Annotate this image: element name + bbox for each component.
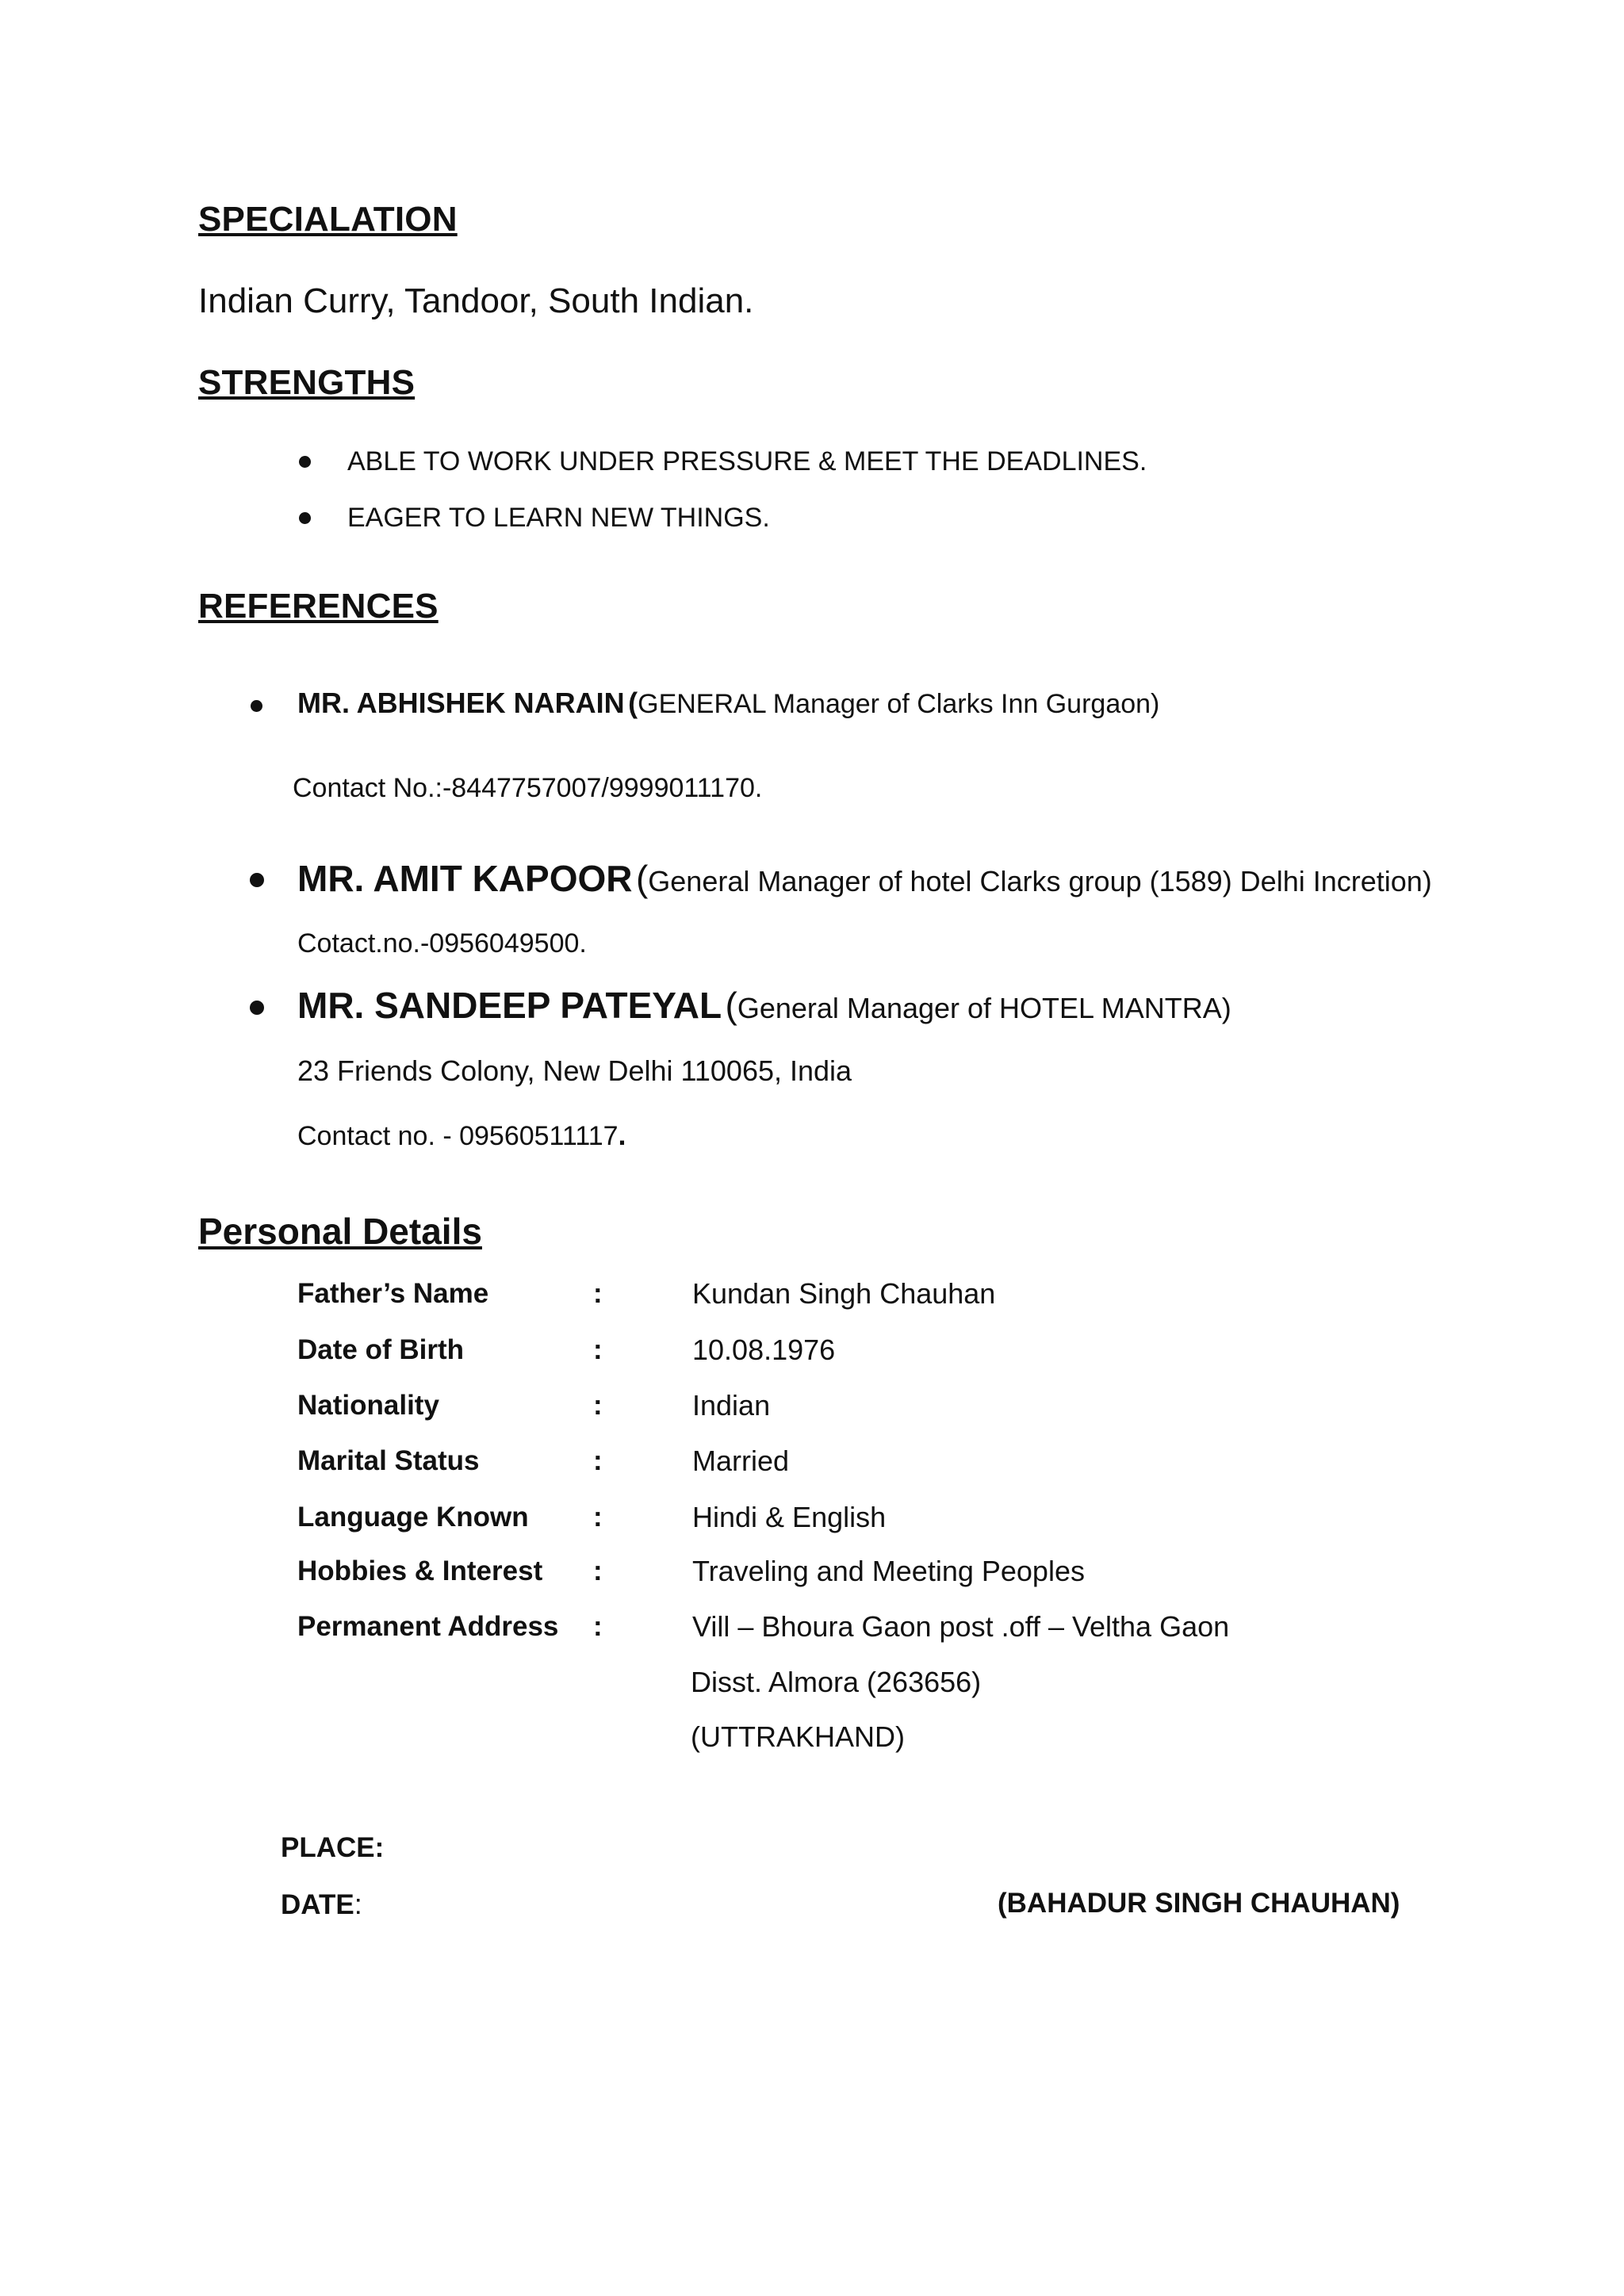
bullet-icon <box>250 1001 264 1015</box>
reference-name: MR. AMIT KAPOOR <box>297 858 633 899</box>
reference-name: MR. ABHISHEK NARAIN <box>297 687 625 719</box>
detail-value: Traveling and Meeting Peoples <box>692 1555 1085 1587</box>
reference-address: 23 Friends Colony, New Delhi 110065, India <box>297 1054 852 1087</box>
detail-label: Language Known <box>297 1502 529 1533</box>
detail-label: Nationality <box>297 1390 439 1421</box>
reference-role: General Manager of HOTEL MANTRA) <box>737 992 1231 1024</box>
detail-separator: : <box>593 1556 603 1586</box>
detail-label: Date of Birth <box>297 1334 464 1365</box>
reference-line <box>297 687 1159 720</box>
detail-value: Kundan Singh Chauhan <box>692 1277 996 1310</box>
detail-value: Indian <box>692 1389 771 1422</box>
open-paren: ( <box>725 985 737 1026</box>
reference-contact: Contact No.:-8447757007/9999011170. <box>293 773 763 803</box>
specialization-text: Indian Curry, Tandoor, South Indian. <box>198 281 754 320</box>
detail-label: Hobbies & Interest <box>297 1556 543 1586</box>
reference-role: General Manager of hotel Clarks group (1589) Delhi Incretion) <box>648 865 1432 897</box>
date-colon: : <box>354 1888 362 1920</box>
reference-contact-end: . <box>618 1119 626 1151</box>
strength-item: ABLE TO WORK UNDER PRESSURE & MEET THE DEADLINES. <box>347 446 1147 476</box>
specialization-heading: SPECIALATION <box>198 200 458 239</box>
detail-separator: : <box>593 1445 603 1476</box>
reference-contact: Cotact.no.-0956049500. <box>297 928 587 959</box>
detail-value: Hindi & English <box>692 1501 887 1533</box>
detail-value: 10.08.1976 <box>692 1334 836 1366</box>
detail-label: Permanent Address <box>297 1611 559 1642</box>
place-label: PLACE: <box>281 1832 385 1863</box>
strengths-heading: STRENGTHS <box>198 363 416 402</box>
reference-role: GENERAL Manager of Clarks Inn Gurgaon) <box>638 689 1160 719</box>
bullet-icon <box>250 873 264 887</box>
reference-line <box>297 984 1231 1027</box>
open-paren: ( <box>635 858 649 899</box>
date-line <box>281 1888 362 1921</box>
open-paren: ( <box>628 687 638 719</box>
date-label: DATE <box>281 1889 354 1920</box>
detail-label: Father’s Name <box>297 1278 489 1309</box>
references-heading: REFERENCES <box>198 587 439 626</box>
detail-separator: : <box>593 1390 603 1421</box>
detail-value: Vill – Bhoura Gaon post .off – Veltha Gaon <box>692 1610 1230 1643</box>
bullet-icon <box>299 512 311 524</box>
address-line: (UTTRAKHAND) <box>691 1720 905 1753</box>
reference-line <box>297 857 1432 900</box>
personal-details-heading: Personal Details <box>198 1211 482 1252</box>
detail-label: Marital Status <box>297 1445 480 1476</box>
bullet-icon <box>251 700 262 712</box>
reference-name: MR. SANDEEP PATEYAL <box>297 985 722 1026</box>
reference-contact-text: Contact no. - 09560511117 <box>297 1121 619 1151</box>
address-line: Disst. Almora (263656) <box>691 1666 982 1698</box>
detail-value: Married <box>692 1445 790 1477</box>
signature-name: (BAHADUR SINGH CHAUHAN) <box>998 1888 1400 1919</box>
detail-separator: : <box>593 1611 603 1642</box>
bullet-icon <box>299 456 311 468</box>
detail-separator: : <box>593 1278 603 1309</box>
detail-separator: : <box>593 1334 603 1365</box>
strength-item: EAGER TO LEARN NEW THINGS. <box>347 503 770 533</box>
reference-contact <box>297 1119 626 1152</box>
detail-separator: : <box>593 1502 603 1533</box>
